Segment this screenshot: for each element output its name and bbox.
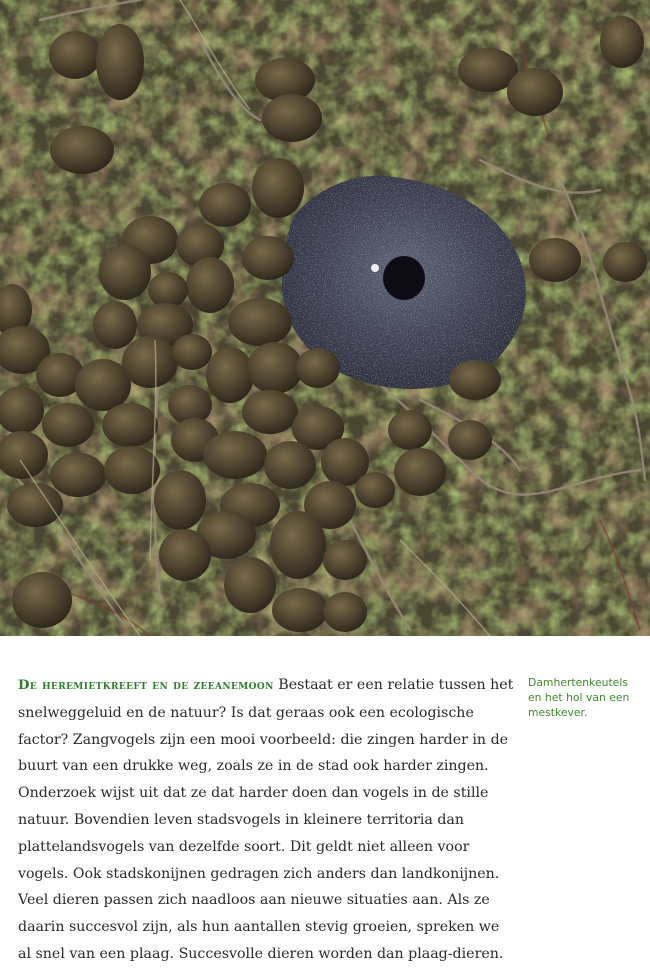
article-body: Bestaat er een relatie tussen het snelweggeluid en de natuur? Is dat geraas ook een ecologische factor? Zangvogels zijn een mooi voorbeeld: die zingen harder in de buurt van een drukke weg, zoals ze in de stad ook harder zingen. Onderzoek wijst uit dat ze dat harder doen dan vogels in de stille natuur. Bovendien leven stadsvogels in kleinere territoria dan plattelandsvogels van dezelfde soort. Dit geldt niet alleen voor vogels. Ook stadskonijnen gedragen zich anders dan landkonijnen. Veel dieren passen zich naadloos aan nieuwe situaties aan. Als ze daarin succesvol zijn, als hun aantallen stevig groeien, spreken we al snel van een plaag. Succesvolle dieren worden dan plaag-dieren. [18,677,514,962]
photo-caption: Damhertenkeutels en het hol van een mestkever. [528,676,630,719]
article-heading: De heremietkreeft en de zeeanemoon [18,678,274,693]
article [18,672,516,968]
